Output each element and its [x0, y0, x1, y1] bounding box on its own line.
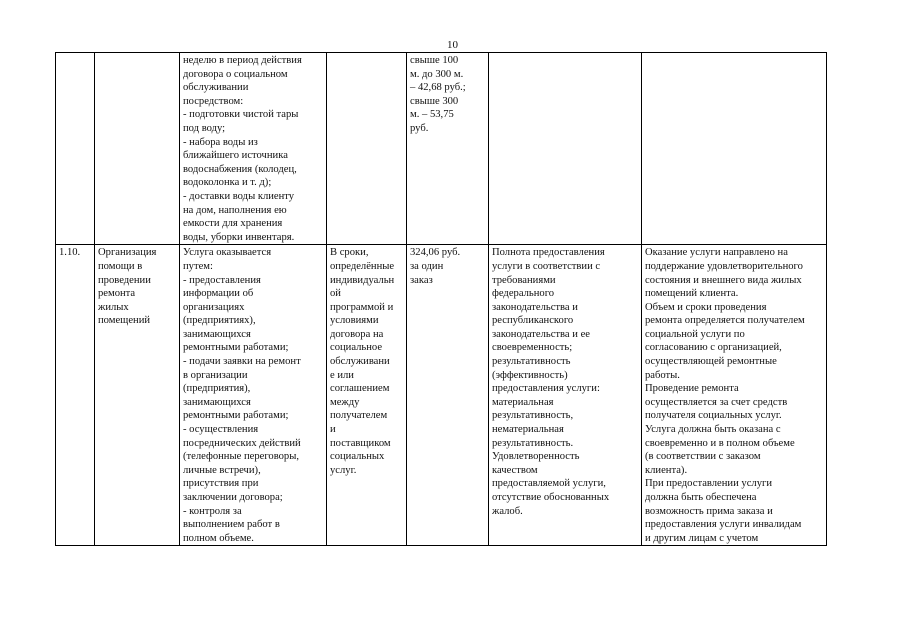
cell-text-line: работы. [645, 369, 680, 381]
cell-text-line: воды, уборки инвентаря. [183, 231, 295, 243]
cell-text-line: результативность [492, 356, 571, 368]
cell-text-line: помощи в [98, 260, 143, 272]
cell-text-line: свыше 100 [410, 55, 459, 66]
cell-text-line: водоколонка и т. д); [183, 177, 272, 189]
cell-text-line: водоснабжения (колодец, [183, 163, 297, 175]
cell-text-line: Организация [98, 247, 157, 259]
cell-text-line: проведении [98, 274, 151, 286]
cell-text-line: социальной услуги по [645, 328, 745, 340]
cell-text-line: - подготовки чистой тары [183, 109, 299, 121]
cell-service-name [95, 245, 180, 546]
cell-text-line: Услуга должна быть оказана с [645, 424, 781, 436]
cell-text-line: за один [410, 260, 444, 272]
cell-text-line: результативность, [492, 410, 574, 422]
cell-text-line: социальных [330, 451, 385, 463]
cell-text-line: обслуживани [330, 356, 390, 368]
cell-text-line: (в соответствии с заказом [645, 451, 761, 463]
cell-text-line: присутствия при [183, 478, 259, 490]
cell-text-line: ремонта определяется получателем [645, 315, 805, 327]
cell-text-line: е или [330, 369, 354, 381]
cell-text-line: - контроля за [183, 505, 242, 517]
cell-text-line: обслуживании [183, 82, 249, 94]
cell-text-line: жалоб. [492, 505, 523, 517]
cell-text-line: посредством: [183, 95, 244, 107]
cell-text-line: качеством [492, 464, 538, 476]
cell-text-line: ремонтными работами; [183, 342, 289, 354]
cell-service-terms [327, 53, 407, 245]
cell-text-line: под воду; [183, 122, 226, 134]
cell-text-line: Полнота предоставления [492, 247, 605, 259]
cell-text-line: (предприятиях), [183, 315, 256, 327]
cell-service-name [95, 53, 180, 245]
page-number: 10 [447, 39, 458, 51]
cell-text-line: ремонта [98, 288, 136, 300]
cell-text-line: емкости для хранения [183, 218, 283, 230]
services-table [55, 52, 827, 546]
cell-text-line: посреднических действий [183, 437, 301, 449]
cell-text-line: осуществляющей ремонтные [645, 356, 777, 368]
cell-text-line: 324,06 руб. [410, 247, 461, 259]
cell-text-line: федерального [492, 288, 555, 300]
cell-service-terms [327, 245, 407, 546]
cell-text-line: Оказание услуги направлено на [645, 247, 788, 259]
cell-text-line: законодательства и [492, 301, 578, 313]
cell-text-line: получателем [330, 410, 388, 422]
cell-text-line: договора на [330, 328, 384, 340]
cell-text-line: жилых [98, 301, 129, 313]
cell-text-line: (телефонные переговоры, [183, 451, 299, 463]
cell-text-line: занимающихся [183, 396, 251, 408]
cell-service-conditions [642, 53, 827, 245]
cell-quality-indicators [489, 53, 642, 245]
cell-text-line: Услуга оказывается [183, 247, 272, 259]
cell-text-line: поставщиком [330, 437, 391, 449]
cell-service-price [407, 245, 489, 546]
cell-text-line: услуги в соответствии с [492, 260, 601, 272]
cell-service-method [180, 245, 327, 546]
cell-text-line: - набора воды из [183, 136, 258, 148]
cell-text-line: клиента). [645, 464, 688, 476]
cell-text-line: требованиями [492, 274, 556, 286]
cell-text-line: предоставляемой услуги, [492, 478, 606, 490]
cell-text-line: республиканского [492, 315, 574, 327]
cell-text-line: Объем и сроки проведения [645, 301, 767, 313]
cell-text-line: получателя социальных услуг. [645, 410, 782, 422]
cell-text-line: ой [330, 288, 341, 300]
cell-text-line: предоставления услуги: [492, 383, 600, 395]
cell-text-line: неделю в период действия [183, 55, 302, 66]
cell-text-line: - подачи заявки на ремонт [183, 356, 301, 368]
cell-text-line: заключении договора; [183, 492, 283, 503]
cell-text-line: информации об [183, 288, 254, 300]
cell-text-line: - предоставления [183, 274, 261, 286]
cell-service-price [407, 53, 489, 245]
cell-text-line: путем: [183, 260, 213, 272]
cell-text-line: полном объеме. [183, 532, 254, 544]
cell-text-line: В сроки, [330, 247, 369, 259]
cell-text-line: руб. [410, 122, 429, 134]
cell-text-line: в организации [183, 369, 248, 381]
cell-text-line: нематериальная [492, 424, 564, 436]
cell-text-line: законодательства и ее [492, 328, 590, 340]
cell-text-line: выполнением работ в [183, 519, 280, 531]
cell-text-line: результативность. [492, 437, 574, 449]
cell-text-line: – 42,68 руб.; [410, 82, 466, 94]
cell-text-line: заказ [410, 274, 433, 286]
cell-text-line: должна быть обеспечена [645, 492, 757, 503]
cell-text-line: ближайшего источника [183, 150, 288, 162]
cell-text-line: осуществляется за счет средств [645, 396, 788, 408]
cell-text-line: между [330, 396, 360, 408]
cell-text-line: предоставления услуги инвалидам [645, 519, 802, 531]
cell-number [56, 53, 95, 245]
cell-text-line: социальное [330, 342, 383, 354]
cell-text-line: поддержание удовлетворительного [645, 260, 803, 272]
table-row [56, 53, 827, 245]
cell-text-line: организациях [183, 301, 245, 313]
cell-text-line: на дом, наполнения ею [183, 204, 287, 216]
cell-text-line: и [330, 424, 336, 436]
cell-service-method [180, 53, 327, 245]
cell-text-line: и другим лицам с учетом [645, 532, 759, 544]
cell-text-line: услуг. [330, 464, 357, 476]
table-row [56, 245, 827, 546]
cell-text-line: своевременно и в полном объеме [645, 437, 795, 449]
cell-text-line: программой и [330, 301, 394, 313]
cell-text-line: отсутствие обоснованных [492, 492, 610, 503]
cell-text-line: м. – 53,75 [410, 109, 454, 121]
cell-text-line: соглашением [330, 383, 390, 395]
cell-text-line: согласованию с организацией, [645, 342, 782, 354]
cell-text-line: 1.10. [59, 247, 81, 259]
cell-text-line: условиями [330, 315, 379, 327]
cell-text-line: возможность прима заказа и [645, 505, 773, 517]
cell-text-line: ремонтными работами; [183, 410, 289, 422]
cell-quality-indicators [489, 245, 642, 546]
cell-text-line: Проведение ремонта [645, 383, 739, 395]
cell-text-line: своевременность; [492, 342, 573, 354]
cell-text-line: м. до 300 м. [410, 68, 464, 80]
cell-number [56, 245, 95, 546]
cell-text-line: (эффективность) [492, 369, 568, 381]
cell-text-line: помещений клиента. [645, 288, 739, 300]
cell-text-line: свыше 300 [410, 95, 459, 107]
cell-text-line: занимающихся [183, 328, 251, 340]
cell-text-line: - доставки воды клиенту [183, 190, 295, 202]
cell-text-line: определённые [330, 260, 395, 272]
cell-text-line: индивидуальн [330, 274, 395, 286]
cell-service-conditions [642, 245, 827, 546]
cell-text-line: помещений [98, 315, 151, 327]
cell-text-line: - осуществления [183, 424, 259, 436]
cell-text-line: состояния и внешнего вида жилых [645, 274, 802, 286]
cell-text-line: договора о социальном [183, 68, 288, 80]
cell-text-line: При предоставлении услуги [645, 478, 773, 490]
cell-text-line: материальная [492, 396, 554, 408]
cell-text-line: личные встречи), [183, 464, 261, 476]
cell-text-line: (предприятия), [183, 383, 251, 395]
cell-text-line: Удовлетворенность [492, 451, 580, 463]
